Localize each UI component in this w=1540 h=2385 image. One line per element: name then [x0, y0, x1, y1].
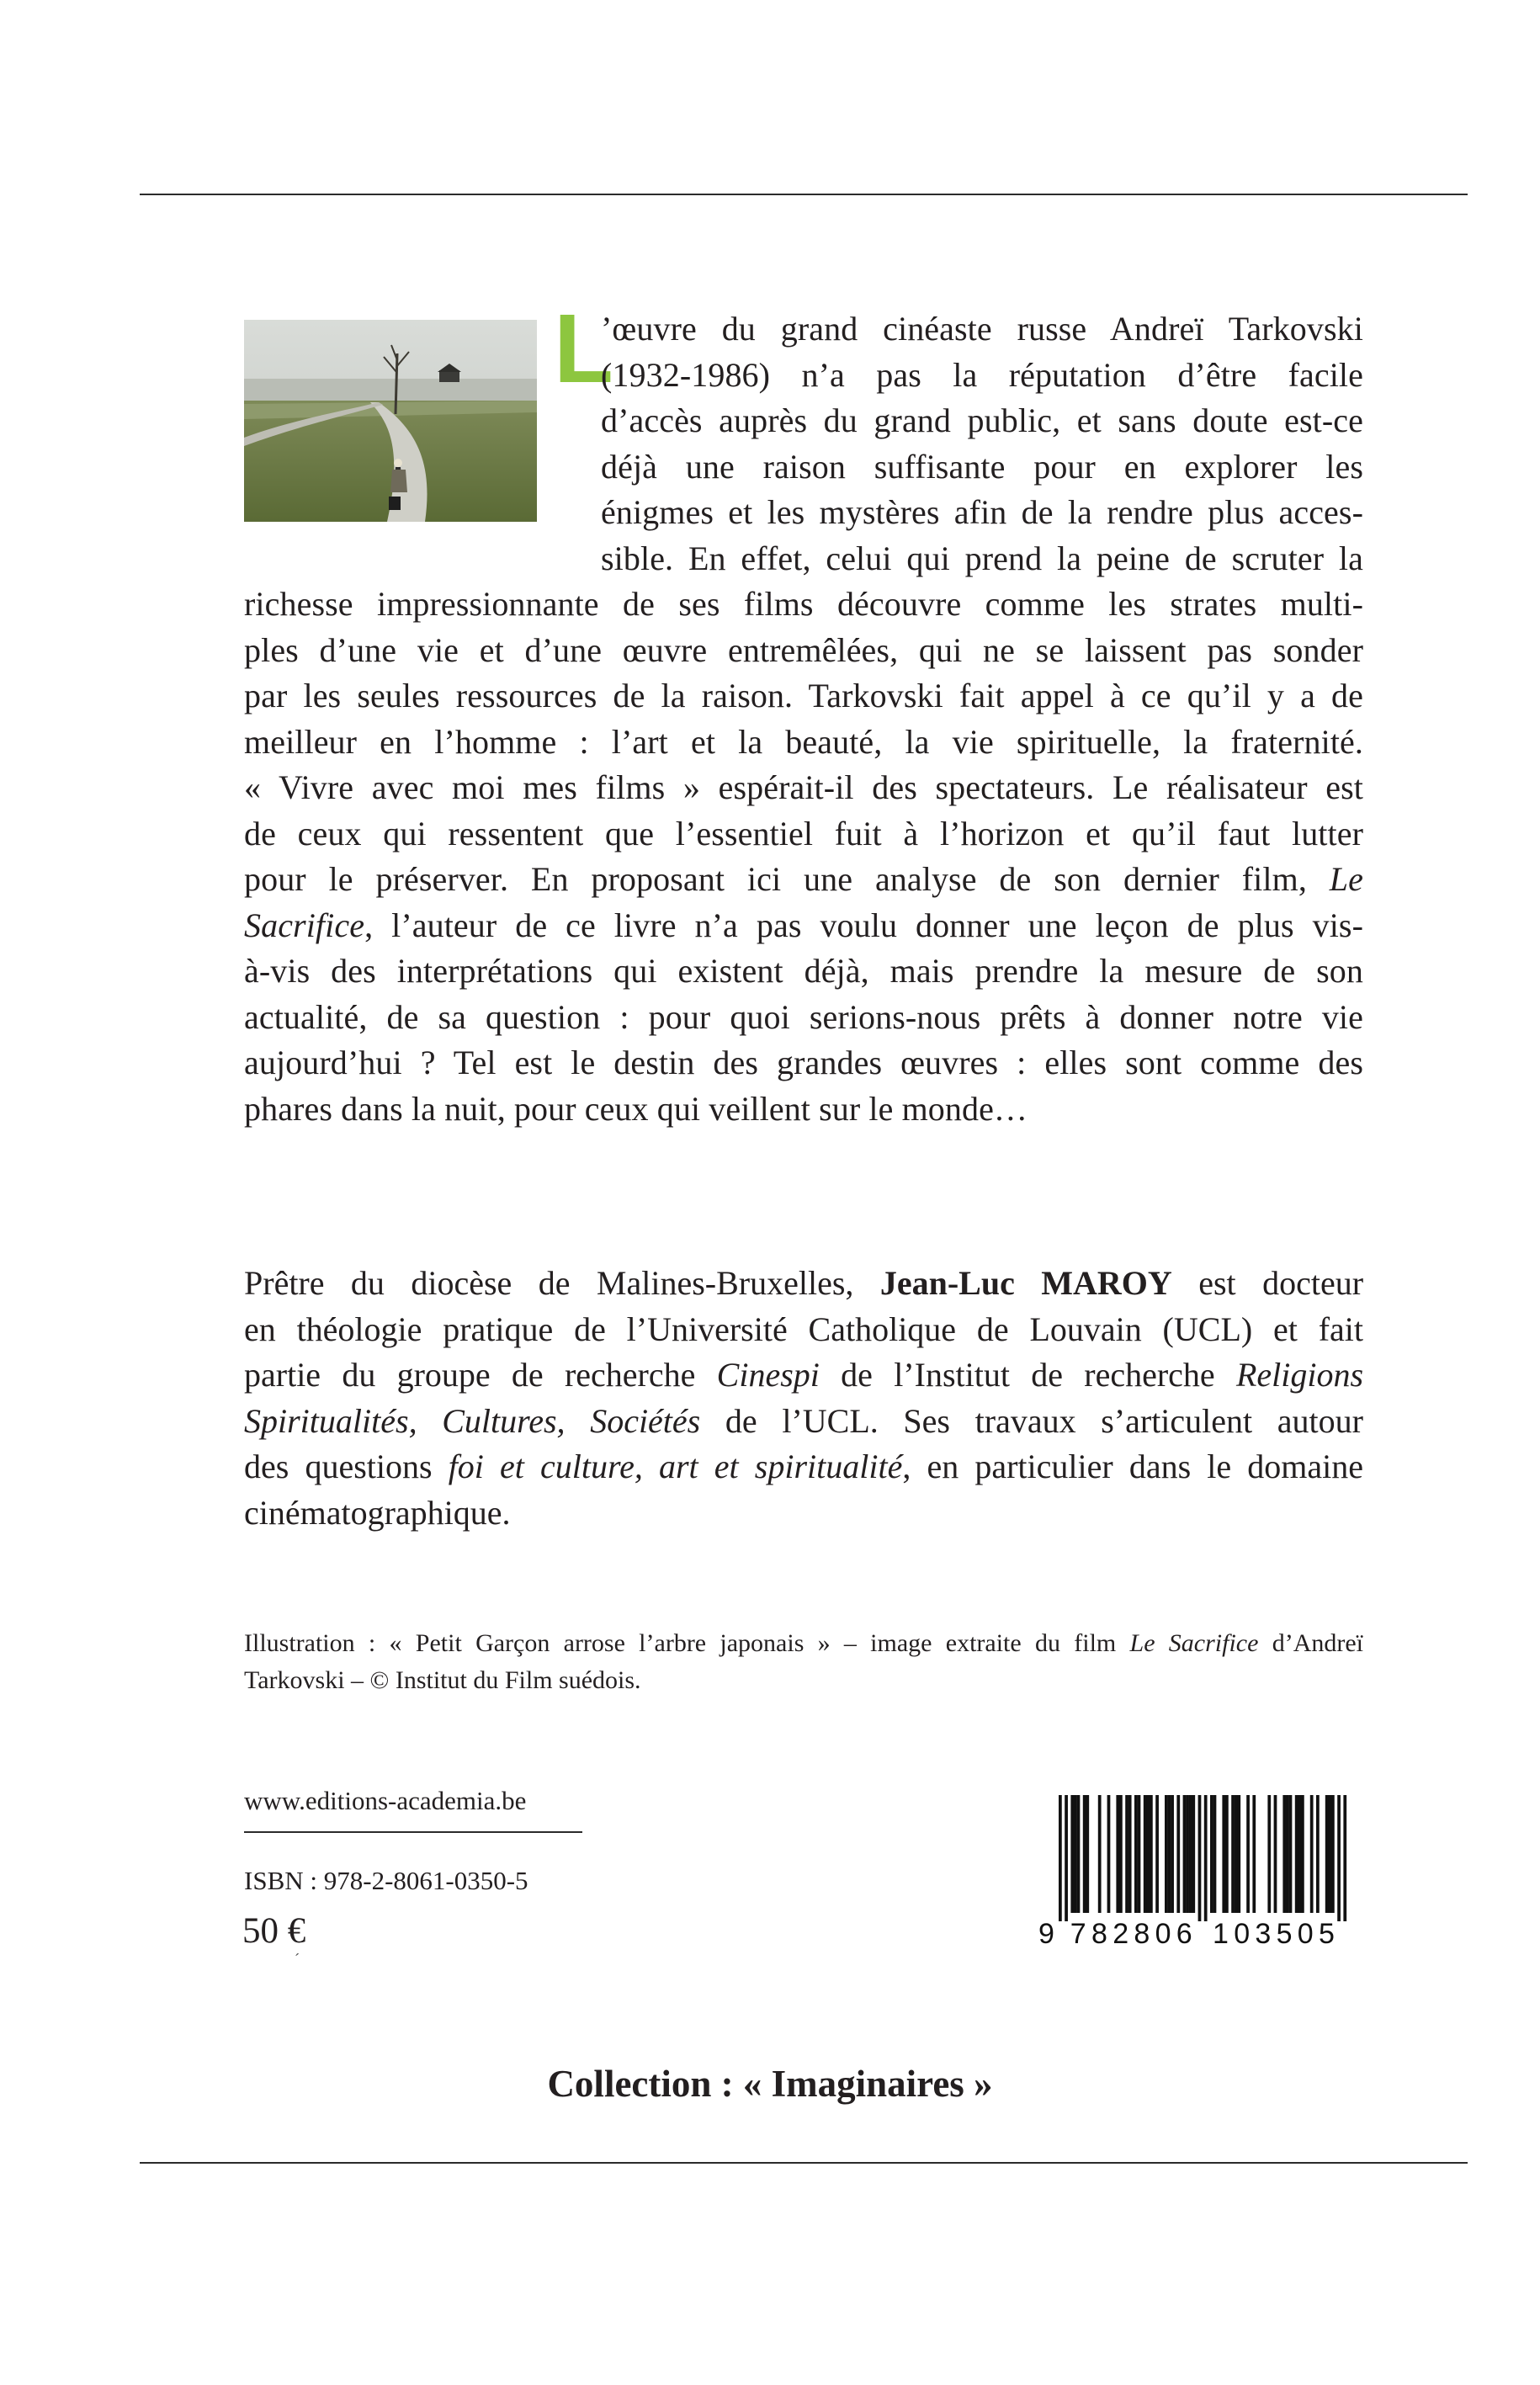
barcode-bar [1086, 1795, 1089, 1913]
barcode-bar [1267, 1795, 1271, 1913]
barcode-bar [1098, 1795, 1102, 1913]
text-segment: est docteur [1198, 1264, 1364, 1302]
barcode-bar [1074, 1795, 1077, 1913]
price-mark: ´ [295, 1951, 300, 1968]
barcode-bar [1128, 1795, 1132, 1913]
barcode-bar [1144, 1795, 1147, 1913]
barcode-digit: 5 [1276, 1918, 1293, 1950]
barcode-bar [1289, 1795, 1293, 1913]
barcode-digit: 0 [1234, 1918, 1251, 1950]
barcode-bar [1125, 1795, 1128, 1913]
text-line: meilleur en l’homme : l’art et la beauté, la vie spirituelle, la fraternité. [244, 722, 1363, 761]
bio-line [244, 1444, 1363, 1490]
illustration-credit [244, 1625, 1363, 1699]
text-line: à-vis des interprétations qui existent déjà, mais prendre la mesure de son [244, 952, 1363, 990]
film-title: Sacrifice [244, 906, 365, 944]
text-segment: de l’Institut de recherche [841, 1356, 1215, 1394]
barcode-digit: 0 [1155, 1918, 1171, 1950]
text-line: (1932-1986) n’a pas la réputation d’être facile [601, 355, 1363, 394]
text-segment: de l’UCL. Ses travaux s’articulent autour [725, 1401, 1363, 1440]
intro-paragraph [244, 306, 1363, 1132]
barcode-digit: 1 [1213, 1918, 1229, 1950]
drop-cap: L [554, 294, 613, 403]
barcode-bar [1165, 1795, 1168, 1913]
text-line: énigmes et les mystères afin de la rendre plus acces- [601, 493, 1363, 531]
film-title: Le Sacrifice [1129, 1629, 1259, 1657]
text-segment: , l’auteur de ce livre n’a pas voulu donner une leçon de plus vis- [364, 906, 1363, 944]
barcode-digit: 0 [1297, 1918, 1314, 1950]
barcode-bar [1150, 1795, 1153, 1913]
barcode-bar [1337, 1795, 1341, 1921]
barcode-bar [1168, 1795, 1171, 1913]
barcode-bar [1198, 1795, 1202, 1921]
barcode-bar [1116, 1795, 1119, 1913]
barcode-bar [1325, 1795, 1329, 1913]
barcode-bar [1107, 1795, 1111, 1913]
barcode-bar [1252, 1795, 1256, 1913]
text-line: phares dans la nuit, pour ceux qui veillent sur le monde… [244, 1089, 1028, 1128]
author-bio [244, 1261, 1363, 1536]
text-segment: d’Andreï [1272, 1629, 1364, 1657]
barcode-bar [1083, 1795, 1086, 1913]
isbn: ISBN : 978-2-8061-0350-5 [244, 1866, 528, 1895]
bio-line: en théologie pratique de l’Université Catholique de Louvain (UCL) et fait [244, 1309, 1363, 1348]
bio-line: cinématographique. [244, 1493, 511, 1532]
text-line: déjà une raison suffisante pour en explorer les [601, 447, 1363, 486]
barcode-bar [1235, 1795, 1238, 1913]
text-line: aujourd’hui ? Tel est le destin des grandes œuvres : elles sont comme des [244, 1044, 1363, 1081]
institute-name: Religions [1235, 1356, 1364, 1394]
text-segment: , en particulier dans le domaine [902, 1447, 1363, 1485]
top-rule [140, 194, 1468, 195]
credit-line [244, 1625, 1363, 1662]
barcode-bar [1231, 1795, 1235, 1913]
barcode-bar [1331, 1795, 1335, 1913]
barcode-bar [1328, 1795, 1331, 1913]
text-segment: partie du groupe de recherche [244, 1356, 696, 1394]
barcode-digit: 8 [1134, 1918, 1150, 1950]
barcode-digit: 2 [1113, 1918, 1129, 1950]
bio-line [244, 1399, 1363, 1445]
barcode-bar [1316, 1795, 1320, 1913]
barcode-bar [1119, 1795, 1123, 1913]
barcode-bar [1213, 1795, 1217, 1913]
text-line: d’accès auprès du grand public, et sans doute est-ce [601, 401, 1363, 439]
collection-title: Collection : « Imaginaires » [547, 2063, 993, 2105]
barcode-bar [1065, 1795, 1068, 1921]
group-name: Cinespi [716, 1356, 820, 1394]
barcode-bar [1134, 1795, 1138, 1913]
barcode-bar [1222, 1795, 1225, 1913]
publisher-website[interactable]: www.editions-academia.be [244, 1786, 527, 1815]
barcode-bar [1059, 1795, 1062, 1921]
text-line: par les seules ressources de la raison. Tarkovski fait appel à ce qu’il y a de [244, 677, 1363, 714]
barcode-digit: 7 [1070, 1918, 1086, 1950]
barcode-bar [1343, 1795, 1346, 1921]
barcode-bar [1210, 1795, 1213, 1913]
barcode-bar [1171, 1795, 1174, 1913]
text-segment: des questions [244, 1447, 433, 1485]
isbn-barcode [1035, 1795, 1363, 1951]
barcode-digit: 6 [1176, 1918, 1192, 1950]
barcode-bar [1189, 1795, 1192, 1913]
text-segment: pour le préserver. En proposant ici une analyse de son dernier film, [244, 860, 1307, 898]
barcode-bar [1183, 1795, 1187, 1913]
barcode-digit: 9 [1038, 1918, 1054, 1950]
barcode-bar [1286, 1795, 1289, 1913]
barcode-bar [1146, 1795, 1150, 1913]
barcode-bar [1204, 1795, 1208, 1921]
barcode-bar [1077, 1795, 1081, 1913]
barcode-bar [1282, 1795, 1286, 1913]
barcode-bar [1186, 1795, 1189, 1913]
barcode-bar [1237, 1795, 1240, 1913]
barcode-bar [1070, 1795, 1074, 1913]
barcode-bar [1225, 1795, 1229, 1913]
barcode-bar [1155, 1795, 1159, 1913]
text-line [244, 903, 1363, 949]
barcode-bar [1298, 1795, 1301, 1913]
text-line: actualité, de sa question : pour quoi serions-nous prêts à donner notre vie [244, 997, 1363, 1036]
barcode-digit: 8 [1091, 1918, 1107, 1950]
film-title: Le [1329, 860, 1363, 898]
text-line: ples d’une vie et d’une œuvre entremêlées, qui ne se laissent pas sonder [244, 630, 1363, 669]
author-name: Jean-Luc MAROY [879, 1264, 1172, 1302]
credit-line: Tarkovski – © Institut du Film suédois. [244, 1666, 641, 1694]
barcode-bar [1246, 1795, 1250, 1913]
text-line [244, 857, 1363, 903]
barcode-digit: 3 [1255, 1918, 1272, 1950]
bio-line [244, 1261, 1363, 1307]
text-line: sible. En effet, celui qui prend la peine de scruter la [601, 539, 1363, 577]
barcode-digit: 5 [1319, 1918, 1335, 1950]
text-segment: Prêtre du diocèse de Malines-Bruxelles, [244, 1264, 854, 1302]
bottom-rule [140, 2162, 1468, 2164]
barcode-bar [1274, 1795, 1277, 1913]
text-line: richesse impressionnante de ses films découvre comme les strates multi- [244, 585, 1363, 623]
barcode-bar [1192, 1795, 1195, 1913]
barcode-bar [1138, 1795, 1141, 1913]
bio-line [244, 1352, 1363, 1399]
institute-name: Spiritualités, Cultures, Sociétés [244, 1401, 701, 1440]
text-line: ’œuvre du grand cinéaste russe Andreï Tarkovski [601, 310, 1363, 348]
text-line: « Vivre avec moi mes films » espérait-il des spectateurs. Le réalisateur est [244, 768, 1363, 806]
topics: foi et culture, art et spiritualité [448, 1447, 903, 1485]
price: 50 € [242, 1911, 306, 1951]
barcode-bar [1176, 1795, 1180, 1913]
barcode-bar [1310, 1795, 1314, 1913]
text-segment: Illustration : « Petit Garçon arrose l’arbre japonais » – image extraite du film [244, 1629, 1117, 1657]
text-line: de ceux qui ressentent que l’essentiel fuit à l’horizon et qu’il faut lutter [244, 814, 1363, 853]
website-underline [244, 1831, 582, 1833]
barcode-bar [1301, 1795, 1304, 1913]
barcode-bar [1295, 1795, 1298, 1913]
